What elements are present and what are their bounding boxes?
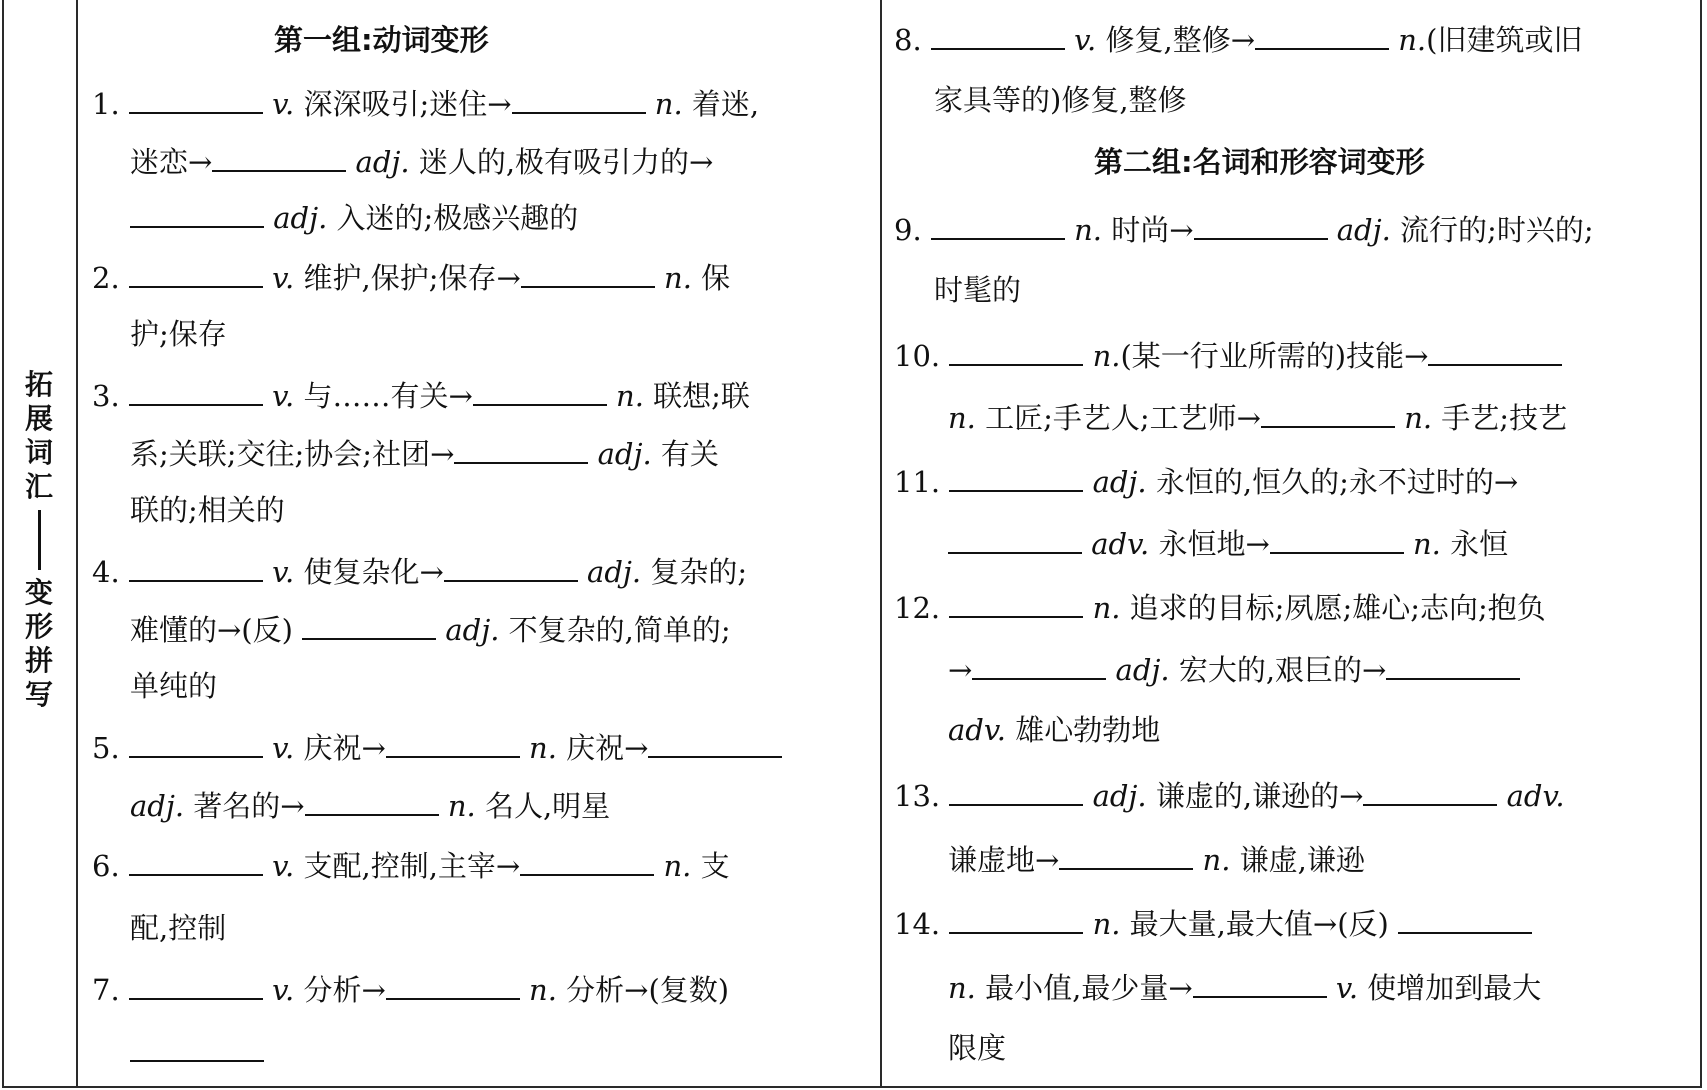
definition-text: 谦虚地→ — [948, 843, 1060, 877]
blank-field[interactable] — [129, 256, 263, 288]
item-number: 6. — [92, 849, 120, 883]
definition-text: 深深吸引;迷住→ — [294, 87, 512, 121]
side-label-column — [4, 0, 78, 1086]
definition-text: 追求的目标;夙愿;雄心;志向;抱负 — [1120, 591, 1546, 625]
item-number: 9. — [894, 213, 922, 247]
item-number: 13. — [894, 779, 941, 813]
definition-text: 护;保存 — [130, 317, 227, 351]
pos-label: adj. — [273, 201, 328, 235]
blank-field[interactable] — [949, 902, 1083, 934]
item-line — [92, 844, 730, 886]
definition-text: 手艺;技艺 — [1432, 401, 1568, 435]
pos-label: v. — [272, 973, 295, 1007]
pos-label: n. — [1092, 591, 1121, 625]
pos-label: n. — [529, 731, 557, 765]
item-line — [130, 1030, 264, 1072]
blank-field[interactable] — [129, 550, 263, 582]
pos-label: n. — [529, 973, 557, 1007]
definition-text: (旧建筑或旧 — [1426, 23, 1583, 57]
item-line — [894, 902, 1532, 944]
pos-label: adj. — [587, 555, 642, 589]
blank-field[interactable] — [129, 374, 263, 406]
item-line — [894, 586, 1546, 628]
blank-field[interactable] — [1363, 774, 1497, 806]
item-line — [948, 838, 1365, 880]
item-line — [894, 460, 1518, 502]
pos-label: n. — [1092, 907, 1121, 941]
side-char: 词 — [24, 436, 53, 469]
pos-label: n. — [447, 789, 476, 823]
item-line — [894, 18, 1582, 60]
item-number: 12. — [894, 591, 941, 625]
definition-text: 家具等的)修复,整修 — [934, 83, 1187, 117]
item-line — [948, 522, 1508, 564]
item-line — [948, 396, 1567, 438]
pos-label: n. — [948, 971, 976, 1005]
item-line — [130, 490, 285, 530]
blank-field[interactable] — [1193, 966, 1327, 998]
pos-label: v. — [272, 379, 295, 413]
definition-text: 入迷的;极感兴趣的 — [327, 201, 579, 235]
column-divider — [880, 0, 882, 1086]
definition-text: 单纯的 — [130, 669, 218, 703]
definition-text: 修复,整修→ — [1096, 23, 1256, 57]
pos-label: n. — [663, 849, 692, 883]
item-line — [130, 432, 719, 474]
pos-label: v. — [272, 87, 295, 121]
item-line — [130, 140, 713, 182]
pos-label: adv. — [1506, 779, 1565, 813]
definition-text: 使复杂化→ — [294, 555, 444, 589]
side-char: 写 — [24, 678, 53, 711]
pos-label: v. — [272, 731, 295, 765]
blank-field[interactable] — [1194, 208, 1328, 240]
definition-text: 支配,控制,主宰→ — [294, 849, 521, 883]
item-line — [92, 256, 730, 298]
definition-text: 著名的→ — [184, 789, 305, 823]
pos-label: adj. — [1115, 653, 1170, 687]
blank-field[interactable] — [1255, 18, 1389, 50]
definition-text: 时髦的 — [934, 273, 1022, 307]
definition-text: 迷恋→ — [130, 145, 213, 179]
definition-text: 难懂的→(反) — [130, 613, 293, 647]
definition-text: 永恒 — [1440, 527, 1509, 561]
blank-field[interactable] — [130, 1030, 264, 1062]
pos-label: n. — [1412, 527, 1441, 561]
definition-text: 分析→(复数) — [556, 973, 730, 1007]
blank-field[interactable] — [931, 18, 1065, 50]
definition-text: 迷人的,极有吸引力的→ — [409, 145, 714, 179]
item-number: 11. — [894, 465, 941, 499]
side-char: 展 — [24, 402, 53, 435]
definition-text: (某一行业所需的)技能→ — [1120, 339, 1429, 373]
pos-label: v. — [272, 261, 295, 295]
item-line — [92, 550, 747, 592]
pos-label: n. — [1074, 213, 1103, 247]
blank-field[interactable] — [648, 726, 782, 758]
pos-label: v. — [272, 555, 295, 589]
blank-field[interactable] — [129, 726, 263, 758]
pos-label: n. — [654, 87, 683, 121]
pos-label: n. — [1398, 23, 1427, 57]
definition-text: → — [948, 653, 973, 687]
item-number: 1. — [92, 87, 120, 121]
blank-field[interactable] — [129, 968, 263, 1000]
item-line — [948, 710, 1160, 750]
definition-text: 庆祝→ — [556, 731, 649, 765]
definition-text: 永恒的,恒久的;永不过时的→ — [1146, 465, 1519, 499]
pos-label: adv. — [1091, 527, 1150, 561]
blank-field[interactable] — [305, 784, 439, 816]
blank-field[interactable] — [1059, 838, 1193, 870]
definition-text: 不复杂的,简单的; — [499, 613, 731, 647]
definition-text: 支 — [691, 849, 730, 883]
item-line — [130, 666, 217, 706]
pos-label: n. — [948, 401, 976, 435]
right-heading: 第二组:名词和形容词变形 — [1094, 145, 1425, 179]
definition-text: 雄心勃勃地 — [1006, 713, 1161, 747]
definition-text: 最大量,最大值→(反) — [1120, 907, 1389, 941]
item-line — [92, 82, 759, 124]
definition-text: 谦虚的,谦逊的→ — [1146, 779, 1364, 813]
definition-text: 庆祝→ — [294, 731, 386, 765]
definition-text: 分析→ — [294, 973, 386, 1007]
blank-field[interactable] — [1270, 522, 1404, 554]
left-heading: 第一组:动词变形 — [274, 23, 489, 57]
definition-text: 使增加到最大 — [1358, 971, 1542, 1005]
pos-label: n. — [616, 379, 644, 413]
blank-field[interactable] — [949, 334, 1083, 366]
item-number: 2. — [92, 261, 120, 295]
definition-text: 时尚→ — [1102, 213, 1194, 247]
pos-label: adj. — [1092, 465, 1147, 499]
definition-text: 与……有关→ — [294, 379, 473, 413]
side-char: 拼 — [24, 644, 53, 677]
blank-field[interactable] — [512, 82, 646, 114]
definition-text: 宏大的,艰巨的→ — [1169, 653, 1387, 687]
definition-text: 联想;联 — [643, 379, 750, 413]
blank-field[interactable] — [129, 844, 263, 876]
blank-field[interactable] — [473, 374, 607, 406]
item-line — [948, 966, 1541, 1008]
blank-field[interactable] — [1386, 648, 1520, 680]
item-line — [92, 726, 782, 768]
blank-field[interactable] — [444, 550, 578, 582]
definition-text: 最小值,最少量→ — [975, 971, 1193, 1005]
side-char: 汇 — [24, 470, 53, 503]
blank-field[interactable] — [130, 196, 264, 228]
pos-label: n. — [1404, 401, 1433, 435]
item-line — [934, 80, 1187, 120]
item-line — [934, 270, 1021, 310]
definition-text: 永恒地→ — [1149, 527, 1270, 561]
blank-field[interactable] — [212, 140, 346, 172]
blank-field[interactable] — [454, 432, 588, 464]
pos-label: adj. — [130, 789, 185, 823]
blank-field[interactable] — [386, 968, 520, 1000]
definition-text: 工匠;手艺人;工艺师→ — [975, 401, 1261, 435]
blank-field[interactable] — [948, 522, 1082, 554]
item-number: 3. — [92, 379, 120, 413]
pos-label: adj. — [355, 145, 410, 179]
item-number: 10. — [894, 339, 941, 373]
definition-text: 配,控制 — [130, 911, 227, 945]
blank-field[interactable] — [520, 844, 654, 876]
pos-label: n. — [1202, 843, 1231, 877]
blank-field[interactable] — [129, 82, 263, 114]
pos-label: adj. — [1092, 779, 1147, 813]
item-line — [894, 774, 1565, 816]
definition-text: 保 — [691, 261, 731, 295]
side-label — [24, 368, 54, 712]
definition-text: 维护,保护;保存→ — [294, 261, 521, 295]
blank-field[interactable] — [949, 774, 1083, 806]
pos-label: v. — [272, 849, 295, 883]
side-char: 形 — [24, 610, 53, 643]
pos-label: v. — [1335, 971, 1359, 1005]
item-number: 8. — [894, 23, 922, 57]
item-number: 14. — [894, 907, 941, 941]
definition-text: 名人,明星 — [475, 789, 611, 823]
pos-label: n. — [664, 261, 692, 295]
pos-label: adj. — [445, 613, 500, 647]
blank-field[interactable] — [521, 256, 655, 288]
definition-text: 复杂的; — [641, 555, 748, 589]
blank-field[interactable] — [949, 460, 1083, 492]
item-line — [92, 968, 729, 1010]
item-line — [92, 374, 750, 416]
pos-label: adj. — [1336, 213, 1391, 247]
item-line — [948, 1028, 1006, 1068]
pos-label: n. — [1092, 339, 1121, 373]
pos-label: adv. — [948, 713, 1007, 747]
blank-field[interactable] — [1261, 396, 1395, 428]
item-number: 4. — [92, 555, 120, 589]
item-line — [130, 608, 731, 650]
item-number: 7. — [92, 973, 120, 1007]
item-line — [130, 196, 578, 238]
item-line — [130, 784, 610, 826]
definition-text: 有关 — [651, 437, 719, 471]
definition-text: 着迷, — [682, 87, 760, 121]
item-number: 5. — [92, 731, 120, 765]
blank-field[interactable] — [1398, 902, 1532, 934]
item-line — [894, 334, 1562, 376]
item-line — [130, 908, 226, 948]
blank-field[interactable] — [972, 648, 1106, 680]
side-char: 拓 — [24, 368, 53, 401]
item-line — [130, 314, 227, 354]
side-dash-divider — [38, 510, 41, 570]
definition-text: 联的;相关的 — [130, 493, 285, 527]
worksheet-frame — [2, 0, 1702, 1088]
blank-field[interactable] — [949, 586, 1083, 618]
item-line — [894, 208, 1594, 250]
pos-label: adj. — [597, 437, 652, 471]
pos-label: v. — [1074, 23, 1097, 57]
definition-text: 谦虚,谦逊 — [1230, 843, 1365, 877]
blank-field[interactable] — [386, 726, 520, 758]
blank-field[interactable] — [931, 208, 1065, 240]
item-line — [948, 648, 1520, 690]
definition-text: 流行的;时兴的; — [1390, 213, 1594, 247]
blank-field[interactable] — [1428, 334, 1562, 366]
blank-field[interactable] — [302, 608, 436, 640]
definition-text: 系;关联;交往;协会;社团→ — [130, 437, 455, 471]
definition-text: 限度 — [948, 1031, 1007, 1065]
side-char: 变 — [24, 576, 53, 609]
